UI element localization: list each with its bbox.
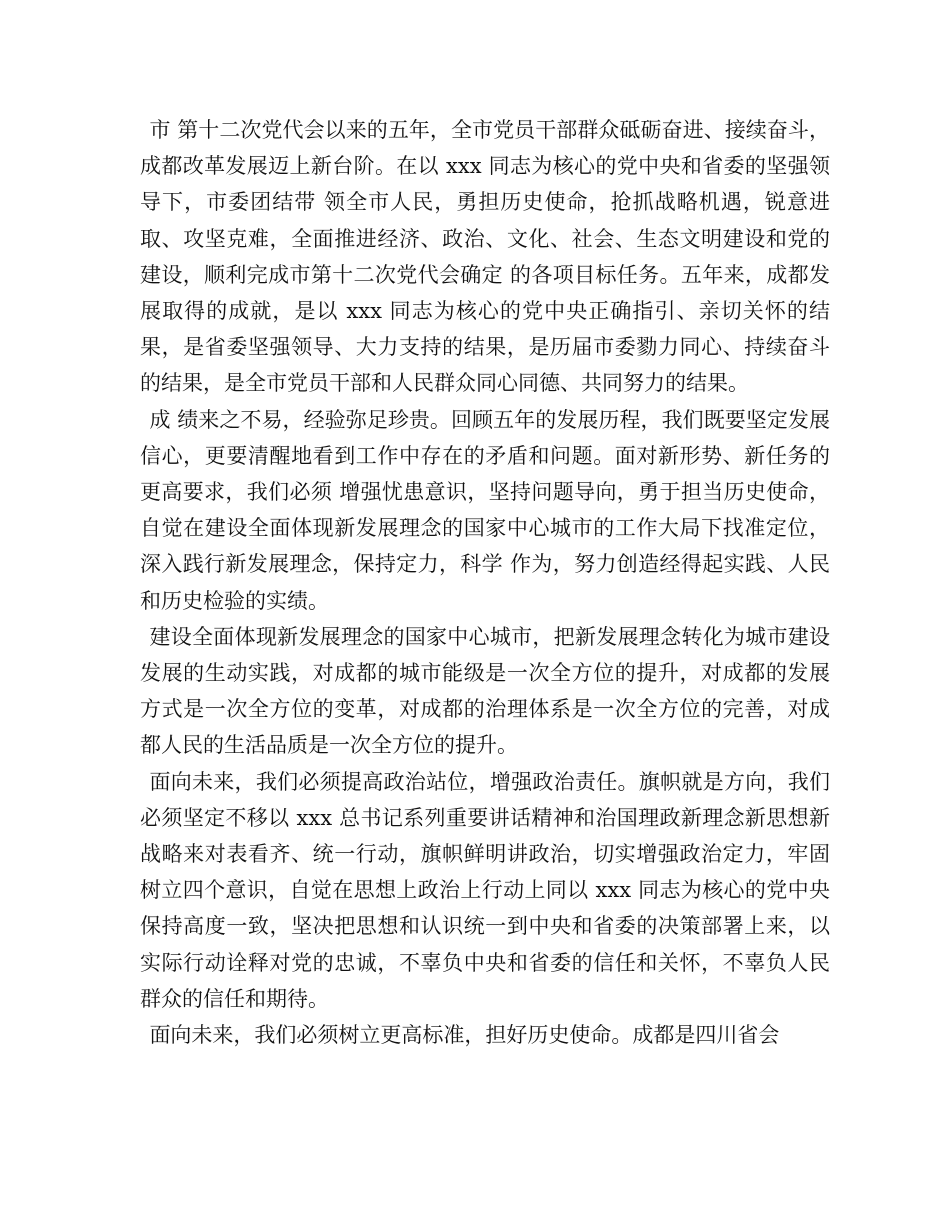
paragraph-2: 成 绩来之不易，经验弥足珍贵。回顾五年的发展历程，我们既要坚定发展信心，更要清醒地看到工作中存在的矛盾和问题。面对新形势、新任务的更高要求，我们必须 增强忧患意识，坚持问题导向，勇于担当历史使命，自觉在建设全面体现新发展理念的国家中心城市的工作大局下找准定位，深入践行新发展理念，保持定力，科学 作为，努力创造经得起实践、人民和历史检验的实绩。 — [140, 407, 830, 613]
paragraph-5: 面向未来，我们必须树立更高标准，担好历史使命。成都是四川省会 — [149, 1023, 780, 1048]
paragraph-4: 面向未来，我们必须提高政治站位，增强政治责任。旗帜就是方向，我们必须坚定不移以 xxx 总书记系列重要讲话精神和治国理政新理念新思想新战略来对表看齐、统一行动，旗帜鲜明讲政治，切实增强政治定力，牢固树立四个意识，自觉在思想上政治上行动上同以 xxx 同志为核心的党中央保持高度一致，坚决把思想和认识统一到中央和省委的决策部署上来，以实际行动诠释对党的忠诚，不辜负中央和省委的信任和关怀，不辜负人民群众的信任和期待。 — [140, 769, 830, 1011]
paragraph-3: 建设全面体现新发展理念的国家中心城市，把新发展理念转化为城市建设发展的生动实践，对成都的城市能级是一次全方位的提升，对成都的发展方式是一次全方位的变革，对成都的治理体系是一次全方位的完善，对成都人民的生活品质是一次全方位的提升。 — [140, 624, 830, 758]
paragraph-1: 市 第十二次党代会以来的五年，全市党员干部群众砥砺奋进、接续奋斗，成都改革发展迈上新台阶。在以 xxx 同志为核心的党中央和省委的坚强领导下，市委团结带 领全市人民，勇担历史使命，抢抓战略机遇，锐意进取、攻坚克难，全面推进经济、政治、文化、社会、生态文明建设和党的建设，顺利完成市第十二次党代会确定 的各项目标任务。五年来，成都发展取得的成就，是以 xxx 同志为核心的党中央正确指引、亲切关怀的结果，是省委坚强领导、大力支持的结果，是历届市委勠力同心、持续奋斗的结果，是全市党员干部和人民群众同心同德、共同努力的结果。 — [140, 118, 830, 396]
document-body — [140, 112, 830, 1053]
